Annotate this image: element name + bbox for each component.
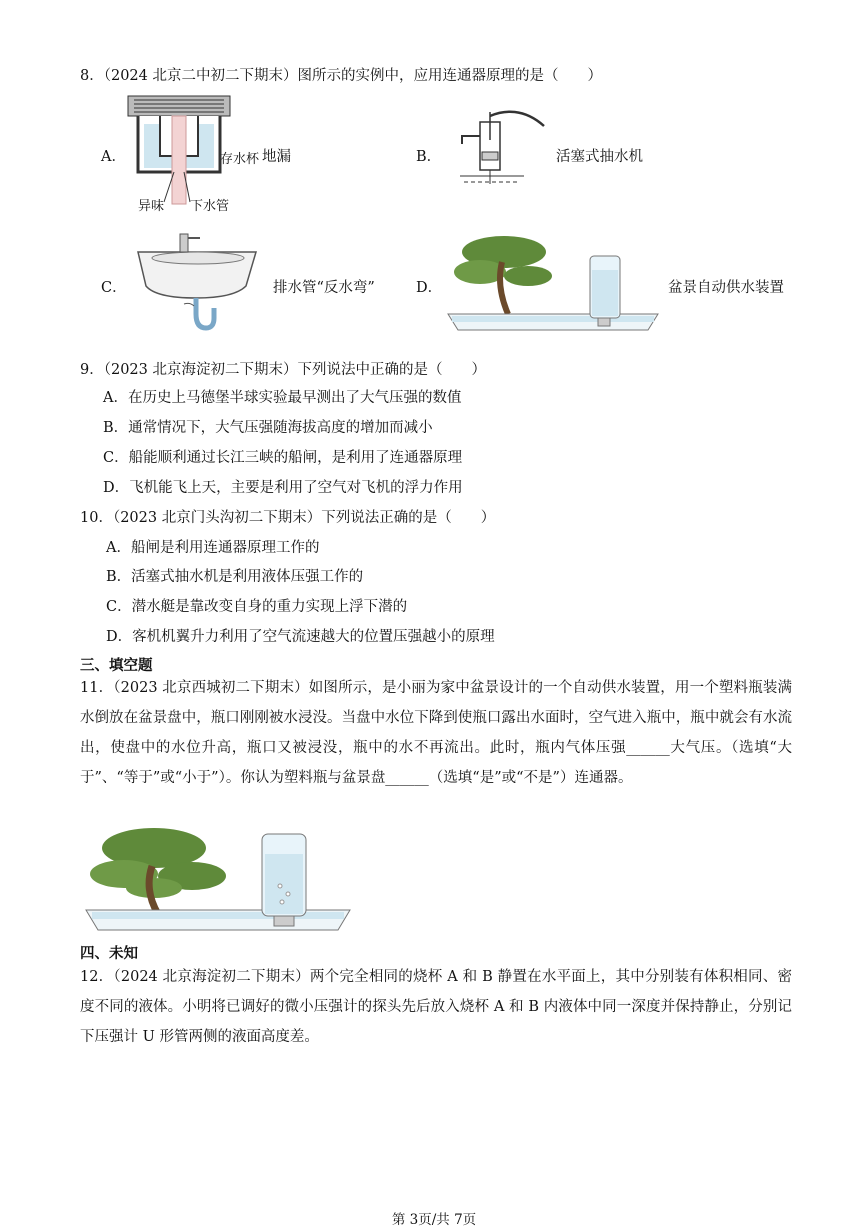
q8-option-a-letter: A．	[101, 149, 126, 165]
page-footer: 第 3页/共 7页	[391, 1212, 477, 1228]
q9-option-a: A．在历史上马德堡半球实验最早测出了大气压强的数值	[103, 390, 462, 406]
bonsai-figure-large	[84, 822, 354, 934]
q10-option-a: A．船闸是利用连通器原理工作的	[106, 540, 320, 556]
q10-option-d: D．客机机翼升力利用了空气流速越大的位置压强越小的原理	[106, 629, 495, 645]
q8-option-b-letter: B．	[416, 149, 442, 165]
q10-option-c: C．潜水艇是靠改变自身的重力实现上浮下潜的	[106, 599, 408, 615]
piston-pump-figure	[444, 110, 554, 188]
fig-label-cup: 存水杯	[220, 152, 260, 167]
q9-stem: 9．（2023 北京海淀初二下期末）下列说法中正确的是（ ）	[80, 362, 486, 378]
bonsai-figure-small	[444, 226, 664, 334]
q9-option-b: B．通常情况下，大气压强随海拔高度的增加而减小	[103, 420, 433, 436]
fig-label-smell: 异味	[138, 199, 165, 214]
q9-option-c: C．船能顺利通过长江三峡的船闸，是利用了连通器原理	[103, 450, 463, 466]
q10-stem: 10．（2023 北京门头沟初二下期末）下列说法正确的是（ ）	[80, 510, 496, 526]
q8-stem: 8．（2024 北京二中初二下期末）图所示的实例中，应用连通器原理的是（ ）	[80, 68, 602, 84]
q11-text: 11．（2023 北京西城初二下期末）如图所示，是小丽为家中盆景设计的一个自动供水装置，用一个塑料瓶装满水倒放在盆景盘中，瓶口刚刚被水浸没。当盘中水位下降到使瓶口露出水面时，空气进入瓶中，瓶中就会有水流出，使盘中的水位升高，瓶口又被浸没，瓶中的水不再流出。此时，瓶内气体压强______大气压。（选填“大于”、“等于”或“小于”）。你认为塑料瓶与盆景盘______（选填“是”或“不是”）连通器。	[80, 680, 792, 786]
q8-option-c-letter: C．	[101, 280, 127, 296]
section-title-fill-blank: 三、填空题	[80, 658, 153, 674]
q8-option-d-label: 盆景自动供水装置	[668, 280, 784, 296]
fig-label-pipe: 下水管	[190, 199, 230, 214]
q8-option-a-label: 地漏	[262, 149, 291, 165]
q8-option-b-label: 活塞式抽水机	[556, 149, 643, 165]
q8-option-c-label: 排水管“反水弯”	[273, 280, 375, 296]
q12-text: 12．（2024 北京海淀初二下期末）两个完全相同的烧杯 A 和 B 静置在水平面上，其中分别装有体积相同、密度不同的液体。小明将已调好的微小压强计的探头先后放入烧杯 A 和 B 内液体中同一深度并保持静止，分别记下压强计 U 形管两侧的液面高度差。	[80, 969, 792, 1045]
q9-option-d: D．飞机能飞上天，主要是利用了空气对飞机的浮力作用	[103, 480, 463, 496]
q10-option-b: B．活塞式抽水机是利用液体压强工作的	[106, 569, 364, 585]
sink-trap-figure	[134, 228, 264, 340]
section-title-unknown: 四、未知	[80, 946, 138, 962]
q8-option-d-letter: D．	[416, 280, 443, 296]
